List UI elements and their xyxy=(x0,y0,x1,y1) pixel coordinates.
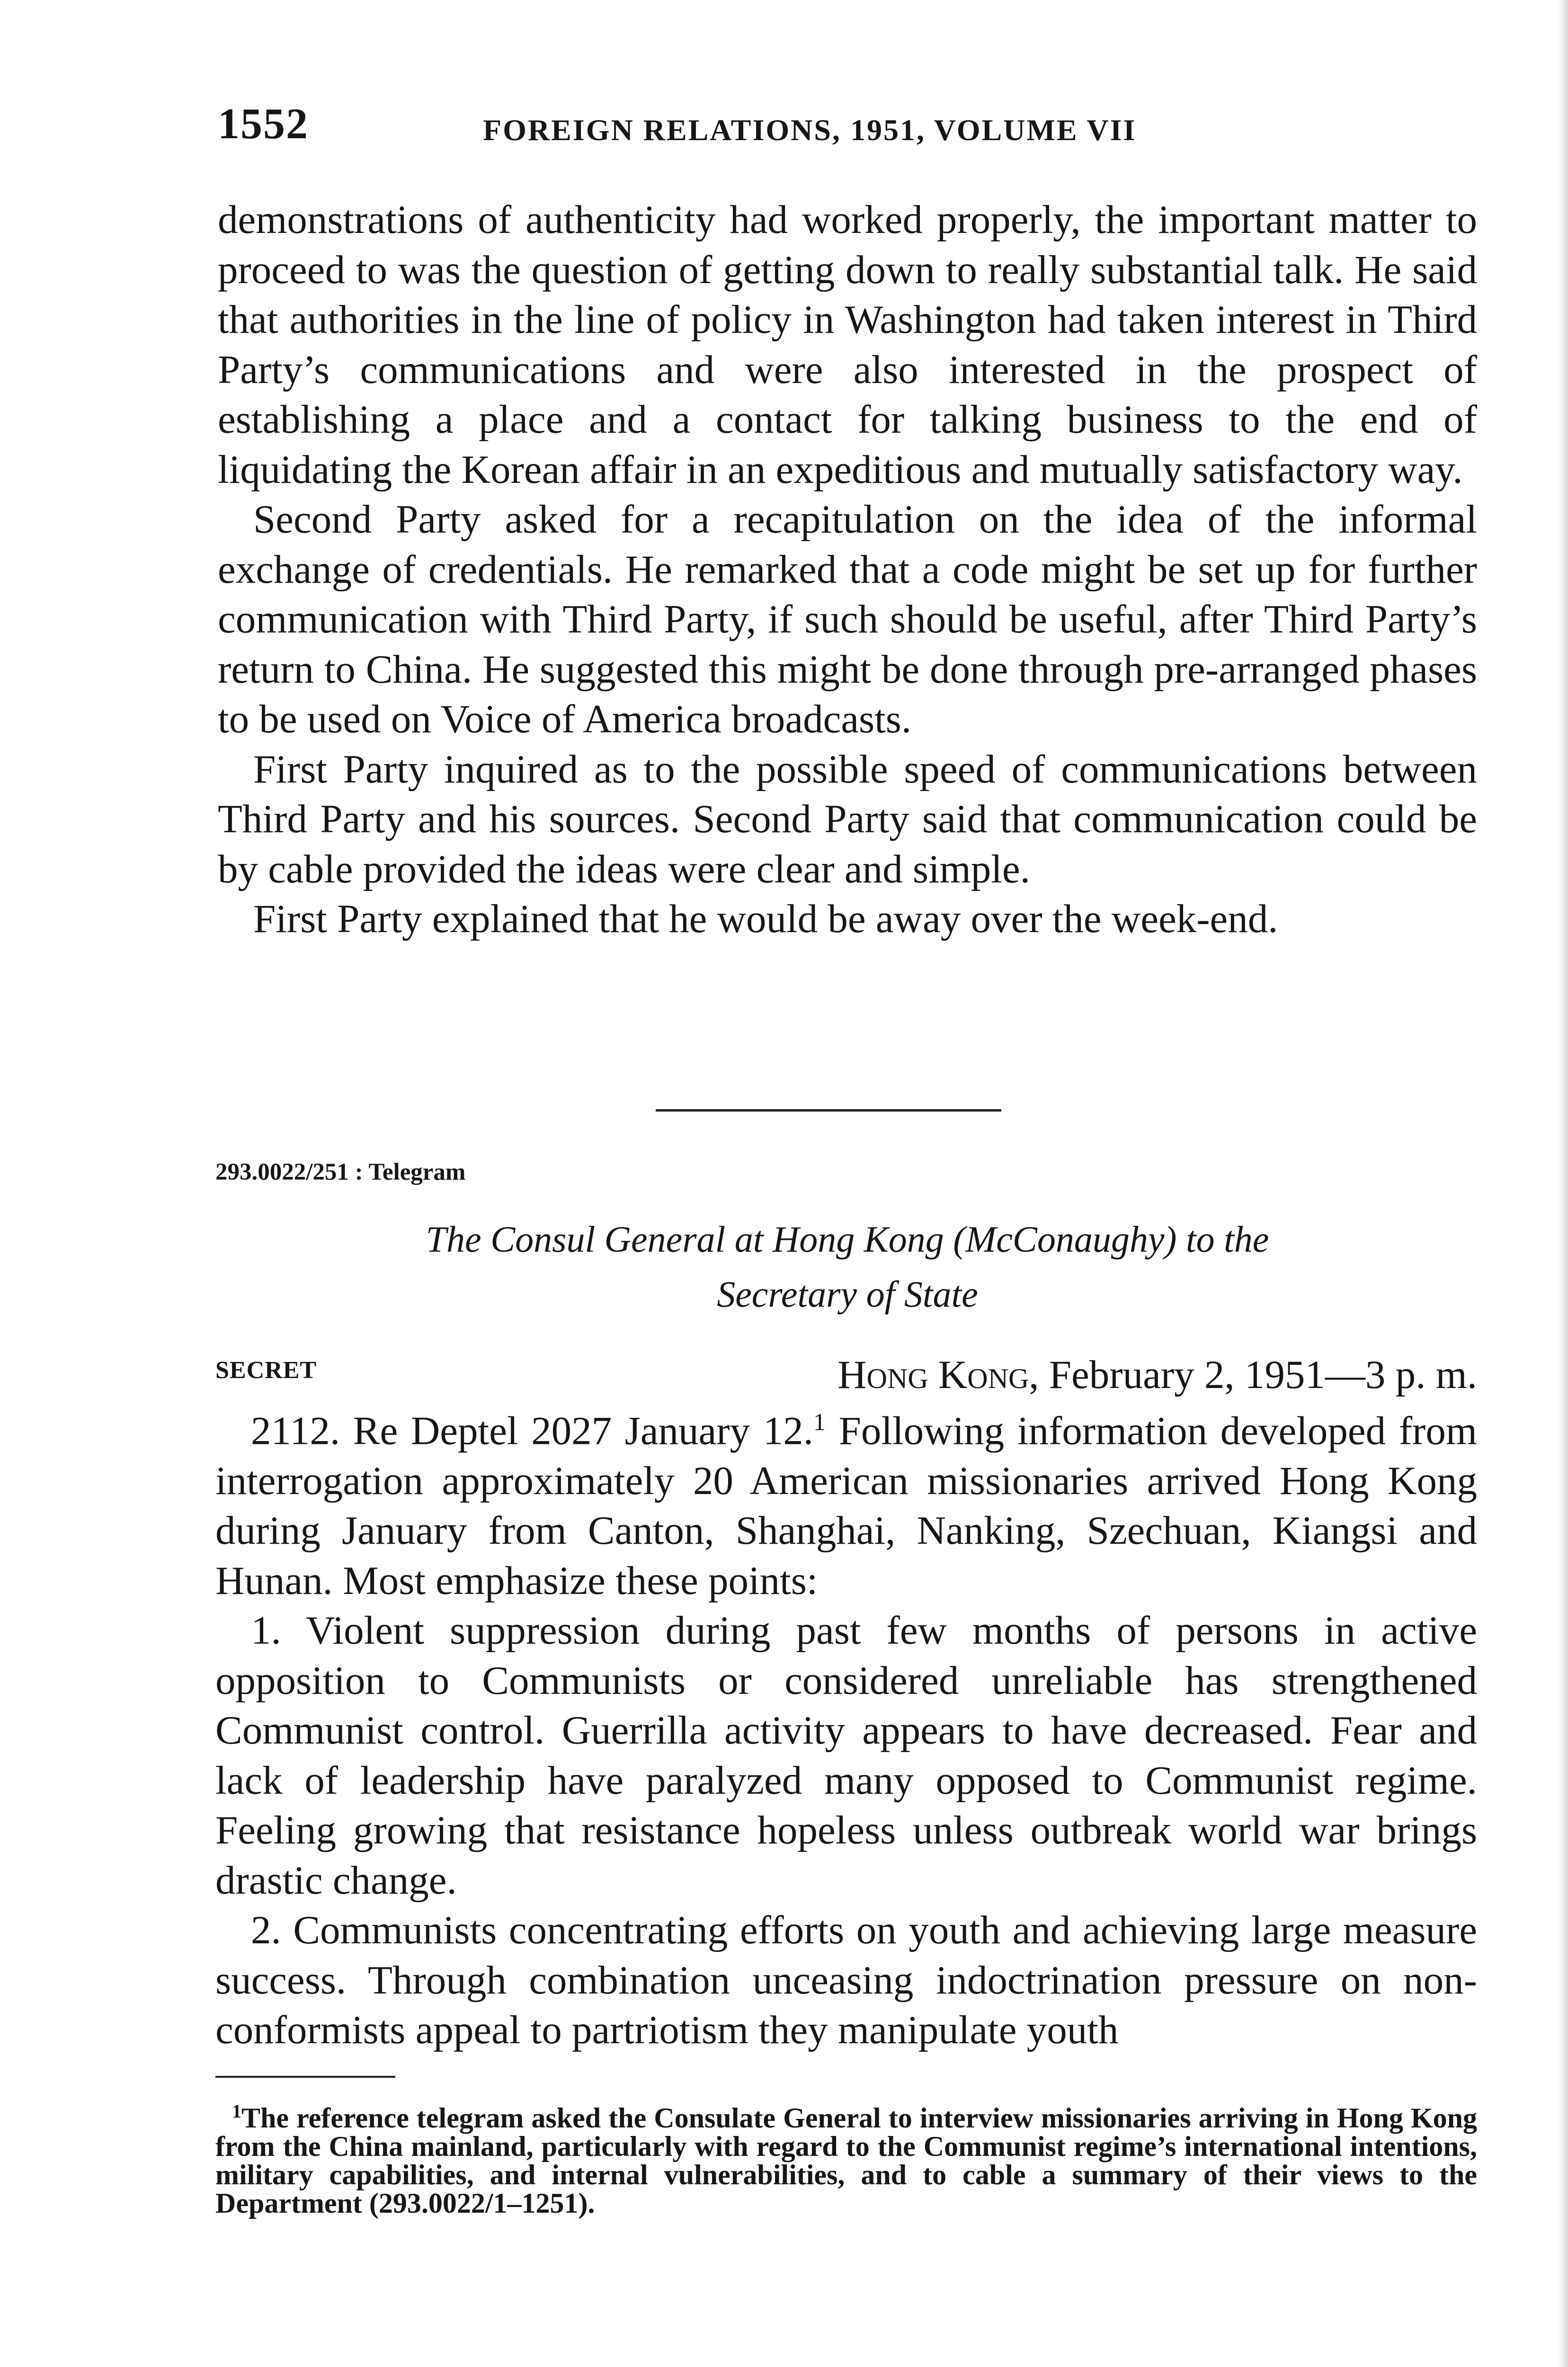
dateline-row xyxy=(215,1352,1477,1397)
telegram-body xyxy=(215,1397,1477,2056)
file-number: 293.0022/251 : Telegram xyxy=(215,1159,466,1185)
page-number: 1552 xyxy=(218,99,309,148)
page-header xyxy=(218,98,1477,165)
footnote-text: The reference telegram asked the Consulate General to interview missionaries arriving in Hong Kong from the China mainland, particularly with regard to the Communist regime’s international intentions, military capabilities, and internal vulnerabilities, and to cable a summary of their views to the Department (293.0022/1–1251). xyxy=(215,2102,1477,2219)
dateline xyxy=(837,1352,1477,1398)
dateline-date: , February 2, 1951—3 p. m. xyxy=(1029,1353,1477,1397)
footnote-divider xyxy=(215,2076,395,2078)
intro-text-before-ref: 2112. Re Deptel 2027 January 12. xyxy=(251,1408,813,1453)
footnote xyxy=(215,2097,1477,2217)
dateline-place: Hong Kong xyxy=(837,1353,1029,1397)
telegram-point: 1. Violent suppression during past few months of persons in active opposition to Communists or considered unreliable has strengthened Communist control. Guerrilla activity appears to have decreased. Fear and lack of leadership have paralyzed many opposed to Communist regime. Feeling growing that resistance hopeless unless outbreak world war brings drastic change. xyxy=(215,1608,1477,1903)
intro-text-after-ref: Following information developed from interrogation approximately 20 American missionaries arrived Hong Kong during January from Canton, Shanghai, Nanking, Szechuan, Kiangsi and Hunan. Most emphasize these points: xyxy=(215,1408,1477,1603)
memo-continuation xyxy=(218,195,1477,944)
page-edge-shadow xyxy=(1558,0,1568,2367)
title-line: Secretary of State xyxy=(717,1273,978,1315)
classification-label: SECRET xyxy=(215,1357,317,1384)
section-divider xyxy=(656,1109,1001,1112)
memo-paragraph: First Party explained that he would be away over the week-end. xyxy=(253,897,1278,941)
memo-paragraph: demonstrations of authenticity had worked properly, the important matter to proceed to was the question of getting down to really substantial talk. He said that authorities in the line of policy in Washington had taken interest in Third Party’s communications and were also interested in the prospect of establishing a place and a contact for talking business to the end of liquidating the Korean affair in an expeditious and mutually satisfactory way. xyxy=(218,197,1477,492)
title-line: The Consul General at Hong Kong (McConaughy) to the xyxy=(426,1219,1269,1260)
telegram-point: 2. Communists concentrating efforts on youth and achieving large measure success. Through combination unceasing indoctrination pressure on non-conformists appeal to partriotism they manipulate youth xyxy=(215,1908,1477,2053)
running-head: FOREIGN RELATIONS, 1951, VOLUME VII xyxy=(483,113,1137,147)
document-title xyxy=(218,1212,1477,1322)
memo-paragraph: First Party inquired as to the possible speed of communications between Third Party and his sources. Second Party said that communication could be by cable provided the ideas were clear and simple. xyxy=(218,747,1477,891)
telegram-intro-paragraph xyxy=(215,1397,1477,1606)
memo-paragraph: Second Party asked for a recapitulation on the idea of the informal exchange of credentials. He remarked that a code might be set up for further communication with Third Party, if such should be useful, after Third Party’s return to China. He suggested this might be done through pre-arranged phases to be used on Voice of America broadcasts. xyxy=(218,497,1477,741)
footnote-marker: 1 xyxy=(232,2100,241,2122)
footnote-reference[interactable]: 1 xyxy=(813,1409,826,1436)
